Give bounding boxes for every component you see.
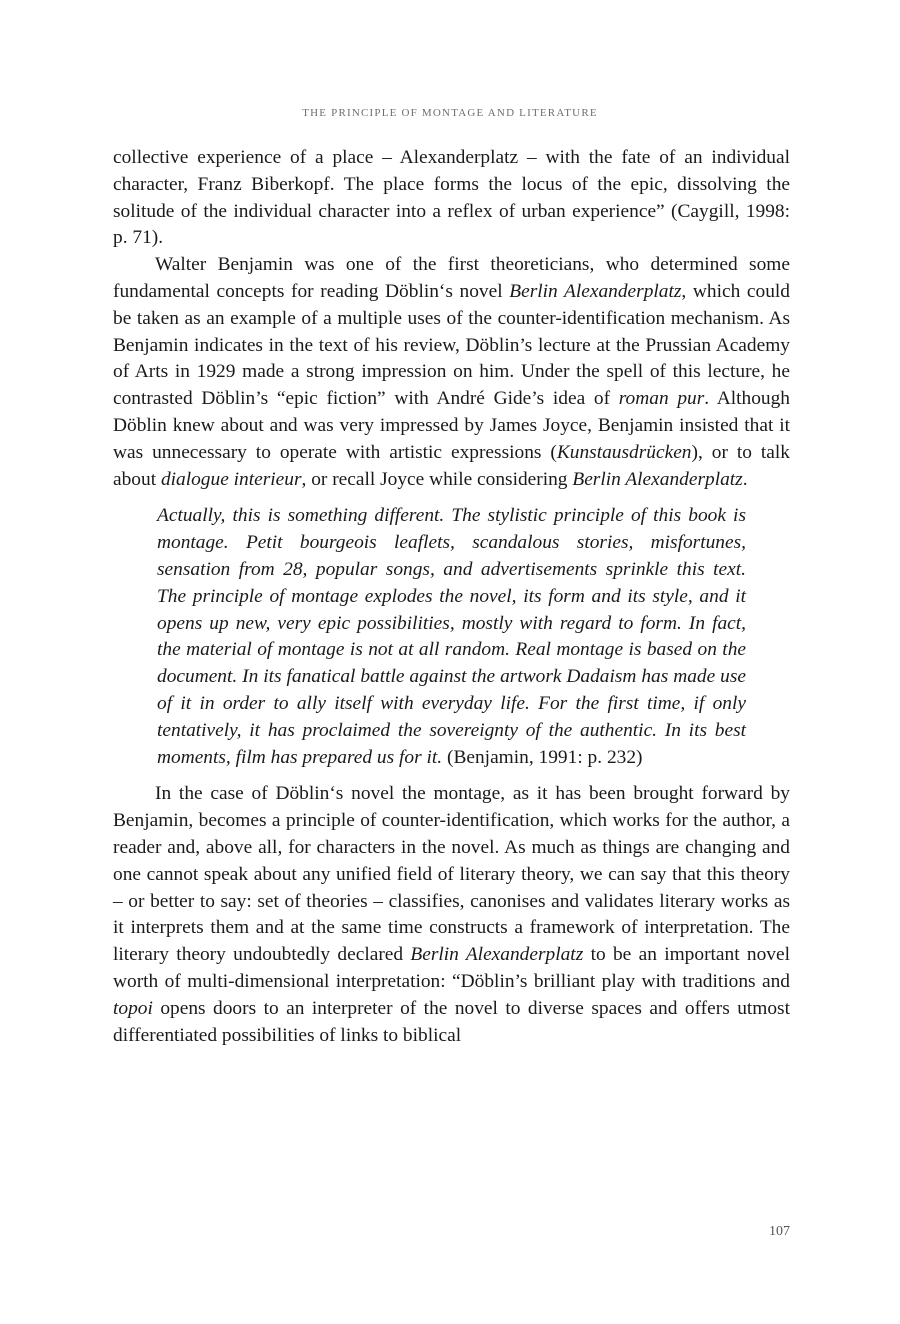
italic-term: topoi: [113, 997, 153, 1019]
paragraph-1: collective experience of a place – Alexanderplatz – with the fate of an individual character, Franz Biberkopf. The place forms the locus of the epic, dissolving the solitude of the individual character into a reflex of urban experience” (Caygill, 1998: p. 71).: [113, 147, 790, 249]
paragraph-3: In the case of Döblin‘s novel the montage, as it has been brought forward by Benjamin, becomes a principle of counter-identification, which works for the author, a reader and, above all, for characters in the novel. As much as things are changing and one cannot speak about any unified field of literary theory, we can say that this theory – or better to say: set of theories – classifies, canonises and validates literary works as it interprets them and at the same time constructs a framework of interpretation. The literary theory undoubtedly declared Berlin Alexanderplatz to be an important novel worth of multi-dimensional interpretation: “Döblin’s brilliant play with traditions and topoi opens doors to an interpreter of the novel to diverse spaces and offers utmost differentiated possibilities of links to biblical: [113, 783, 791, 1046]
block-quote-citation: (Benjamin, 1991: p. 232): [446, 746, 643, 768]
italic-term: Berlin Alexanderplatz: [410, 944, 584, 966]
page-number: 107: [769, 1224, 790, 1239]
italic-term: Berlin Alexanderplatz: [572, 468, 743, 490]
italic-term: Berlin Alexanderplatz: [509, 280, 682, 302]
body-text: [113, 145, 790, 1049]
italic-term: Kunstausdrücken: [556, 441, 692, 463]
italic-term: roman pur: [618, 388, 705, 410]
running-head: THE PRINCIPLE OF MONTAGE AND LITERATURE: [302, 107, 598, 119]
italic-term: dialogue interieur: [160, 468, 302, 490]
block-quote: [157, 503, 746, 771]
paragraph-2: Walter Benjamin was one of the first theoreticians, who determined some fundamental concepts for reading Döblin‘s novel Berlin Alexanderplatz, which could be taken as an example of a multiple uses of the counter-identification mechanism. As Benjamin indicates in the text of his review, Döblin’s lecture at the Prussian Academy of Arts in 1929 made a strong impression on him. Under the spell of this lecture, he contrasted Döblin’s “epic fiction” with André Gide’s idea of roman pur. Although Döblin knew about and was very impressed by James Joyce, Benjamin insisted that it was unnecessary to operate with artistic expressions (Kunstausdrücken), or to talk about dialogue interieur, or recall Joyce while considering Berlin Alexanderplatz.: [113, 254, 791, 490]
block-quote-text: Actually, this is something different. The stylistic principle of this book is montage. Petit bourgeois leaflets, scandalous stories, misfortunes, sensation from 28, popular songs, and advertisements sprinkle this text. The principle of montage explodes the novel, its form and its style, and it opens up new, very epic possibilities, mostly with regard to form. In fact, the material of montage is not at all random. Real montage is based on the document. In its fanatical battle against the artwork Dadaism has made use of it in order to ally itself with everyday life. For the first time, if only tentatively, it has proclaimed the sovereignty of the authentic. In its best moments, film has prepared us for it.: [157, 505, 746, 768]
